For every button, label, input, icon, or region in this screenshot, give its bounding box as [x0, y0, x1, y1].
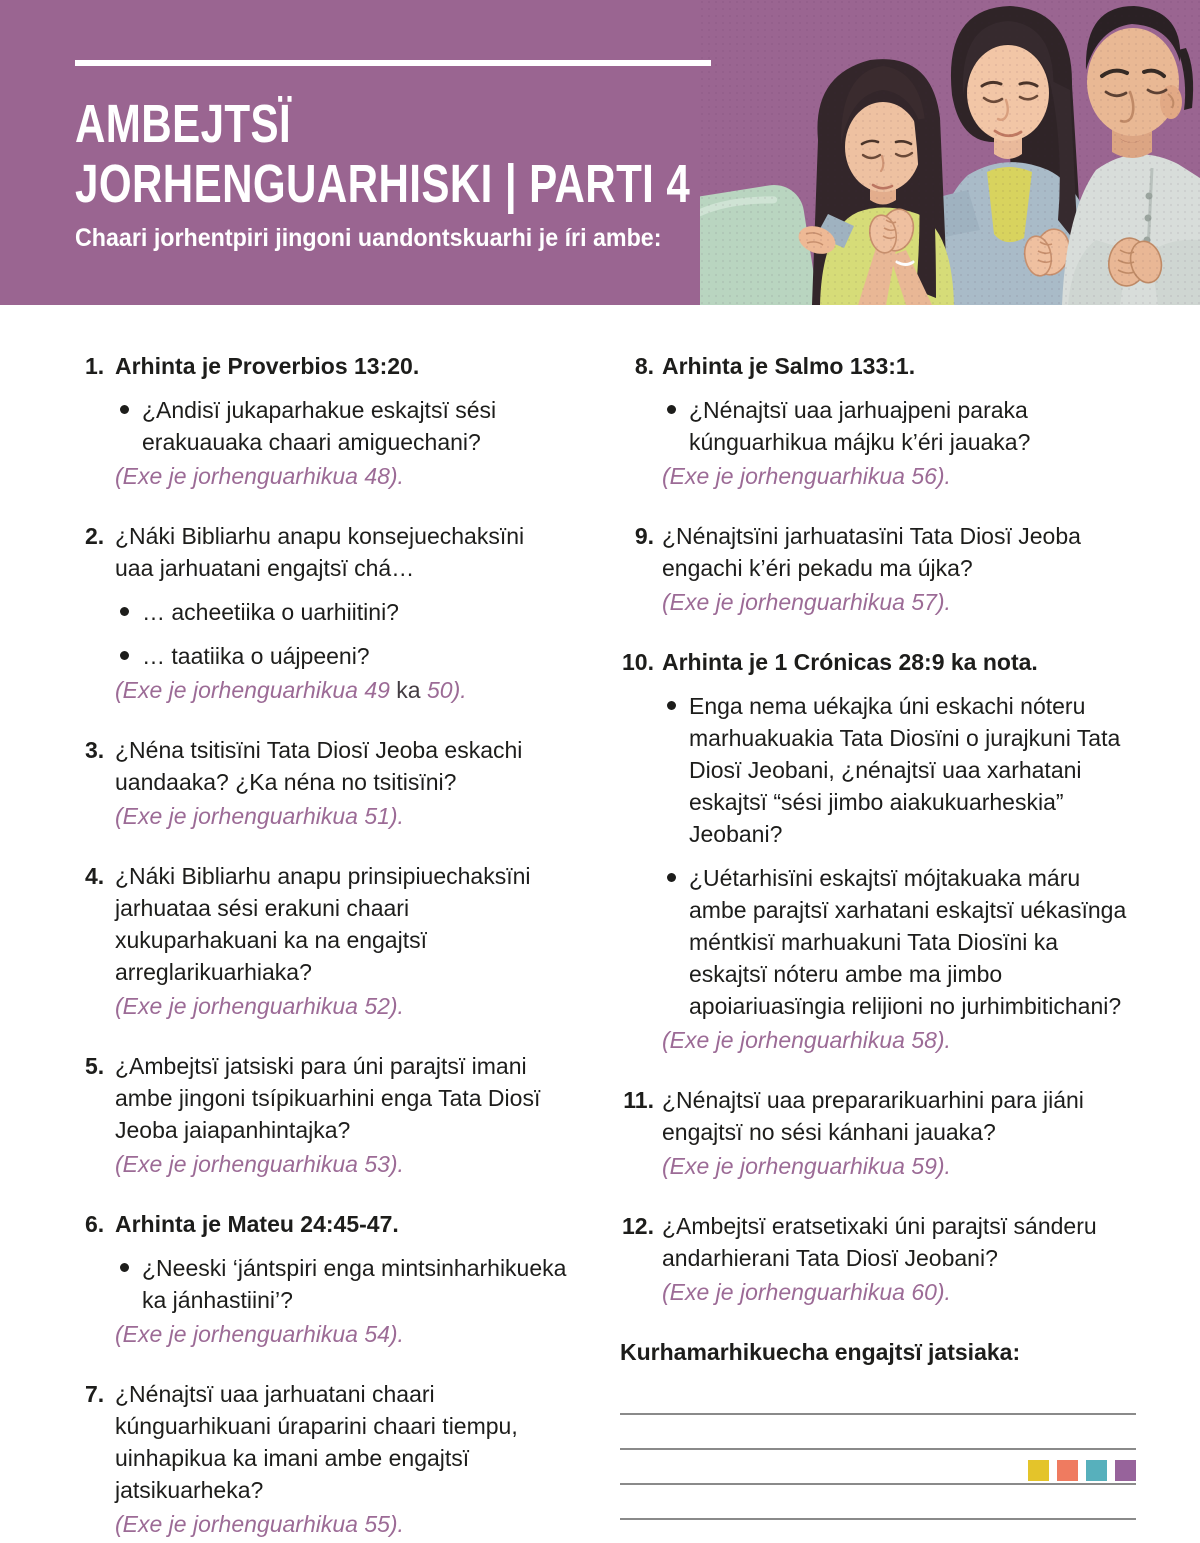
footer-color-squares	[1028, 1460, 1136, 1481]
answer-reference	[662, 1150, 1136, 1182]
header-rule	[75, 60, 711, 66]
reference-text: (Exe je jorhenguarhikua 60).	[662, 1279, 951, 1305]
question-text: ¿Náki Bibliarhu anapu konsejuechaksïni uaa jarhuatani engajtsï chá…	[115, 523, 525, 581]
question-body	[662, 1084, 1136, 1182]
question-item	[85, 1378, 567, 1540]
color-square	[1115, 1460, 1136, 1481]
bullet-text: ¿Uétarhisïni eskajtsï mójtakuaka máru ambe parajtsï xarhatani eskajtsï uékasïnga méntkisï marhuakuni Tata Diosïni ka eskajtsï nóteru ambe ma jimbo apoiariuasïngia relijioni no jurhimbitichani?	[689, 865, 1127, 1019]
answer-reference	[115, 1318, 567, 1350]
question-number: 12.	[622, 1213, 654, 1239]
question-number: 7.	[85, 1381, 105, 1407]
question-number: 4.	[85, 863, 105, 889]
answer-reference	[115, 990, 567, 1022]
question-bullet	[115, 1252, 567, 1316]
question-text: ¿Nénajtsï uaa jarhuatani chaari kúnguarhikuani úraparini chaari tiempu, uinhapikua ka imani ambe engajtsï jatsikuarheka?	[115, 1381, 518, 1503]
question-body	[115, 520, 567, 706]
page-title-line1: AMBEJTSÏ	[75, 94, 292, 154]
question-text: ¿Ambejtsï eratsetixaki úni parajtsï sánderu andarhierani Tata Diosï Jeobani?	[662, 1213, 1097, 1271]
answer-reference	[662, 1024, 1136, 1056]
bullet-text: ¿Andisï jukaparhakue eskajtsï sési erakuauaka chaari amiguechani?	[142, 397, 497, 455]
question-text: ¿Néna tsitisïni Tata Diosï Jeoba eskachi uandaaka? ¿Ka néna no tsitisïni?	[115, 737, 523, 795]
question-text: ¿Nénajtsï uaa prepararikuarhini para jiáni engajtsï no sési kánhani jauaka?	[662, 1087, 1084, 1145]
question-body	[662, 520, 1136, 618]
bullet-icon	[120, 607, 129, 616]
notes-section	[620, 1336, 1136, 1520]
reference-connector: ka	[396, 677, 421, 703]
question-item	[85, 1050, 567, 1180]
notes-heading: Kurhamarhikuecha engajtsï jatsiaka:	[620, 1339, 1021, 1365]
question-item	[85, 1208, 567, 1350]
question-number: 6.	[85, 1211, 105, 1237]
reference-text: (Exe je jorhenguarhikua 48).	[115, 463, 404, 489]
bullet-text: … taatiika o uájpeeni?	[142, 643, 370, 669]
bullet-icon	[120, 651, 129, 660]
questions-column-left	[85, 350, 567, 1543]
question-bullet	[115, 596, 567, 628]
bullet-text: Enga nema uékajka úni eskachi nóteru marhuakuakia Tata Diosïni o jurajkuni Tata Diosï Jeobani, ¿nénajtsï uaa xarhatani eskajtsï “sési jimbo aiakukuarheskia” Jeobani?	[689, 693, 1121, 847]
answer-reference	[115, 800, 567, 832]
question-item	[620, 350, 1136, 492]
question-number: 2.	[85, 523, 105, 549]
answer-reference	[115, 1508, 567, 1540]
reference-text: (Exe je jorhenguarhikua 59).	[662, 1153, 951, 1179]
reference-text: (Exe je jorhenguarhikua 54).	[115, 1321, 404, 1347]
question-bullet	[115, 394, 567, 458]
question-text: ¿Ambejtsï jatsiski para úni parajtsï imani ambe jingoni tsípikuarhini enga Tata Diosï Jeoba jaiapanhintajka?	[115, 1053, 541, 1143]
page-title-line2: JORHENGUARHISKI | PARTI 4	[75, 154, 691, 214]
answer-reference	[115, 1148, 567, 1180]
bullet-icon	[667, 873, 676, 882]
bullet-icon	[120, 1263, 129, 1272]
question-body	[115, 1208, 567, 1350]
question-bullet	[662, 394, 1136, 458]
bullet-icon	[120, 405, 129, 414]
reference-text: (Exe je jorhenguarhikua 57).	[662, 589, 951, 615]
bullet-text: ¿Nénajtsï uaa jarhuajpeni paraka kúnguarhikua májku k’éri jauaka?	[689, 397, 1031, 455]
question-item	[85, 520, 567, 706]
question-bullet	[662, 862, 1136, 1022]
reference-text: 50).	[420, 677, 467, 703]
question-body	[662, 350, 1136, 492]
answer-reference	[662, 1276, 1136, 1308]
question-body	[115, 860, 567, 1022]
question-heading: Arhinta je Mateu 24:45-47.	[115, 1211, 399, 1237]
question-number: 3.	[85, 737, 105, 763]
bullet-text: ¿Neeski ‘jántspiri enga mintsinharhikueka ka jánhastiini’?	[142, 1255, 567, 1313]
question-item	[620, 646, 1136, 1056]
answer-write-line	[620, 1485, 1136, 1520]
answer-reference	[115, 674, 567, 706]
reference-text: (Exe je jorhenguarhikua 49	[115, 677, 397, 703]
question-item	[85, 350, 567, 492]
question-bullet	[662, 690, 1136, 850]
family-praying-illustration	[700, 0, 1200, 305]
color-square	[1028, 1460, 1049, 1481]
question-body	[115, 734, 567, 832]
reference-text: (Exe je jorhenguarhikua 55).	[115, 1511, 404, 1537]
page-subtitle: Chaari jorhentpiri jingoni uandontskuarhi je íri ambe:	[75, 224, 662, 252]
question-body	[662, 646, 1136, 1056]
reference-text: (Exe je jorhenguarhikua 56).	[662, 463, 951, 489]
question-item	[620, 1084, 1136, 1182]
question-number: 9.	[634, 523, 654, 549]
bullet-icon	[667, 405, 676, 414]
question-text: ¿Nénajtsïni jarhuatasïni Tata Diosï Jeoba engachi k’éri pekadu ma újka?	[662, 523, 1081, 581]
question-number: 11.	[623, 1087, 654, 1113]
question-number: 1.	[85, 353, 105, 379]
question-text: ¿Náki Bibliarhu anapu prinsipiuechaksïni jarhuataa sési erakuni chaari xukuparhakuani ka na engajtsï arreglarikuarhiaka?	[115, 863, 531, 985]
bullet-icon	[667, 701, 676, 710]
questions-column-right	[620, 350, 1136, 1520]
question-heading: Arhinta je Salmo 133:1.	[662, 353, 916, 379]
answer-reference	[662, 586, 1136, 618]
reference-text: (Exe je jorhenguarhikua 58).	[662, 1027, 951, 1053]
page-title	[75, 94, 690, 214]
question-number: 10.	[622, 649, 654, 675]
question-heading: Arhinta je 1 Crónicas 28:9 ka nota.	[662, 649, 1038, 675]
bullet-text: … acheetiika o uarhiitini?	[142, 599, 399, 625]
question-bullet	[115, 640, 567, 672]
color-square	[1086, 1460, 1107, 1481]
question-body	[115, 350, 567, 492]
answer-write-line	[620, 1415, 1136, 1450]
answer-write-line	[620, 1380, 1136, 1415]
answer-reference	[115, 460, 567, 492]
question-body	[662, 1210, 1136, 1308]
question-item	[85, 734, 567, 832]
reference-text: (Exe je jorhenguarhikua 51).	[115, 803, 404, 829]
question-heading: Arhinta je Proverbios 13:20.	[115, 353, 420, 379]
question-item	[620, 520, 1136, 618]
color-square	[1057, 1460, 1078, 1481]
question-body	[115, 1378, 567, 1540]
question-item	[620, 1210, 1136, 1308]
question-body	[115, 1050, 567, 1180]
question-number: 8.	[634, 353, 654, 379]
reference-text: (Exe je jorhenguarhikua 52).	[115, 993, 404, 1019]
question-item	[85, 860, 567, 1022]
question-number: 5.	[85, 1053, 105, 1079]
answer-reference	[662, 460, 1136, 492]
reference-text: (Exe je jorhenguarhikua 53).	[115, 1151, 404, 1177]
page-header	[0, 0, 1200, 305]
